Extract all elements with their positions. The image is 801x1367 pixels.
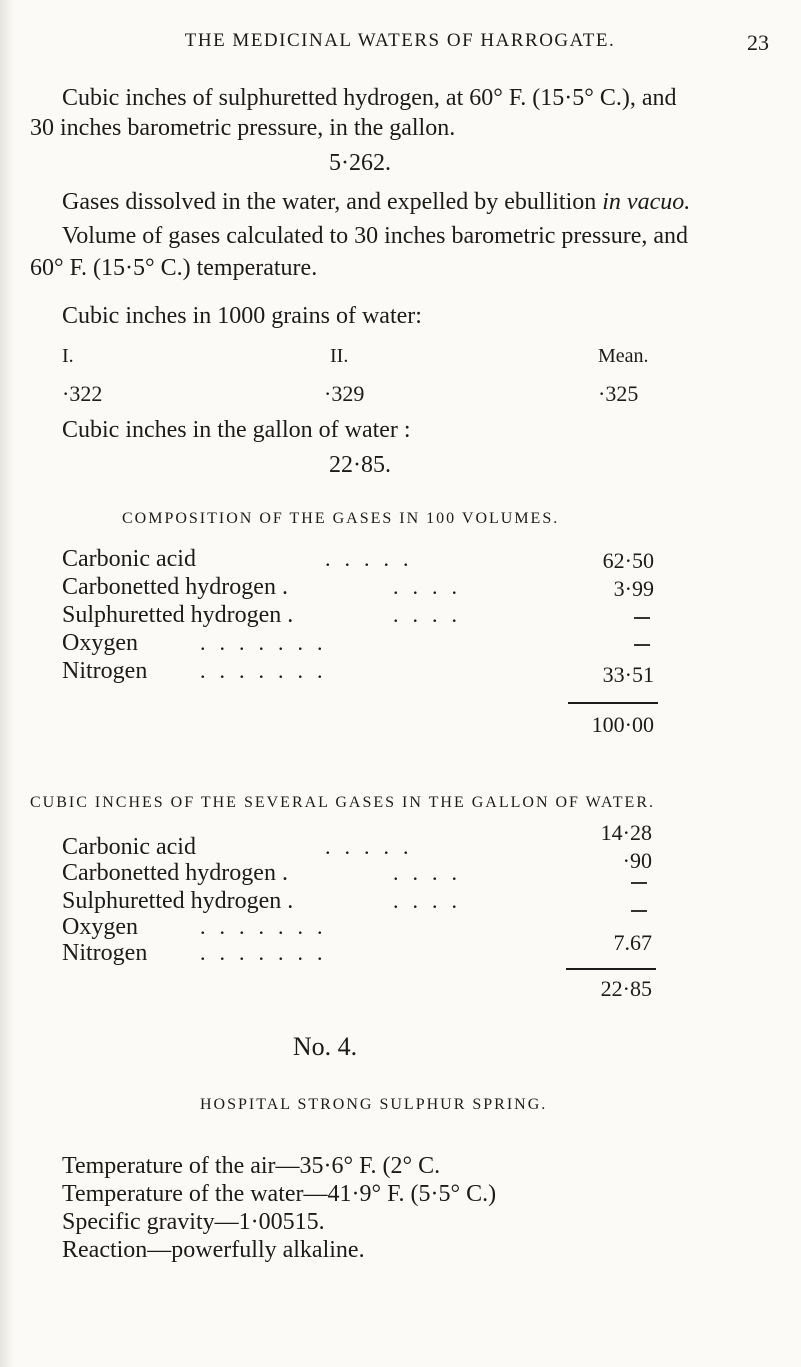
gallon-row-value: ·90 [622, 848, 652, 873]
gallon-row-value [631, 910, 647, 912]
leader-dots: ....... [200, 914, 337, 939]
intro-line-2: 30 inches barometric pressure, in the gallon. [30, 115, 456, 141]
gallon-value: 22·85. [329, 452, 391, 478]
composition-row-label: Nitrogen [62, 658, 148, 684]
gallon-total: 22·85 [600, 976, 652, 1001]
leader-dots: ....... [200, 658, 337, 683]
grains-value-1: ·322 [62, 381, 103, 406]
grains-value-2: ·329 [324, 381, 365, 406]
gallon-row-label: Carbonetted hydrogen . [62, 860, 288, 886]
leader-dots: .... [393, 860, 471, 885]
total-rule [568, 702, 658, 704]
leader-dots: .... [393, 602, 471, 627]
section-line: Temperature of the water—41·9° F. (5·5° C.) [62, 1181, 497, 1207]
section-line: Reaction—powerfully alkaline. [62, 1237, 365, 1263]
page-number: 23 [747, 30, 769, 55]
intro-line-1: Cubic inches of sulphuretted hydrogen, at 60° F. (15·5° C.), and [62, 85, 677, 111]
leader-dots: .... [393, 888, 471, 913]
gallon-row-label: Nitrogen [62, 940, 148, 966]
gallon-row-value [631, 882, 647, 884]
composition-row-label: Carbonetted hydrogen . [62, 574, 288, 600]
grains-col-1-header: I. [62, 345, 74, 367]
section-line: Specific gravity—1·00515. [62, 1209, 325, 1235]
total-rule [566, 968, 656, 970]
composition-total: 100·00 [591, 712, 654, 737]
composition-row-value: 62·50 [602, 548, 654, 573]
composition-row-label: Oxygen [62, 630, 138, 656]
leader-dots: ....... [200, 630, 337, 655]
section-number: No. 4. [292, 1032, 358, 1061]
grains-value-3: ·325 [598, 381, 639, 406]
page-edge [0, 0, 14, 1367]
gases-line-3: 60° F. (15·5° C.) temperature. [30, 255, 318, 281]
leader-dots: ..... [325, 834, 423, 859]
grains-heading: Cubic inches in 1000 grains of water: [62, 303, 422, 329]
grains-col-3-header: Mean. [598, 345, 649, 367]
leader-dots: ....... [200, 940, 337, 965]
leader-dots: .... [393, 574, 471, 599]
composition-row-value: 33·51 [602, 662, 654, 687]
gallon-row-label: Carbonic acid [62, 834, 196, 860]
leader-dots: ..... [325, 546, 423, 571]
section-line: Temperature of the air—35·6° F. (2° C. [62, 1153, 441, 1179]
section-title: HOSPITAL STRONG SULPHUR SPRING. [200, 1096, 548, 1113]
gallon-row-value: 7.67 [613, 930, 652, 955]
gases-line-1 [62, 186, 690, 218]
composition-row-label: Sulphuretted hydrogen . [62, 602, 294, 628]
grains-col-2-header: II. [330, 345, 349, 367]
composition-heading: COMPOSITION OF THE GASES IN 100 VOLUMES. [122, 510, 560, 527]
gallon-row-label: Oxygen [62, 914, 138, 940]
composition-row-value [634, 617, 650, 619]
gallon-heading: Cubic inches in the gallon of water : [62, 417, 411, 443]
gases-line-1-text: Gases dissolved in the water, and expelled by ebullition [62, 189, 603, 215]
gallon-table-heading: CUBIC INCHES OF THE SEVERAL GASES IN THE GALLON OF WATER. [30, 794, 655, 811]
running-header: THE MEDICINAL WATERS OF HARROGATE. [184, 30, 616, 51]
intro-value: 5·262. [329, 150, 391, 176]
composition-row-label: Carbonic acid [62, 546, 196, 572]
composition-row-value: 3·99 [613, 576, 654, 601]
composition-row-value [634, 644, 650, 646]
gases-line-1-italic: in vacuo. [602, 189, 691, 215]
gallon-row-value: 14·28 [600, 820, 652, 845]
gallon-row-label: Sulphuretted hydrogen . [62, 888, 294, 914]
gases-line-2: Volume of gases calculated to 30 inches barometric pressure, and [62, 223, 689, 249]
